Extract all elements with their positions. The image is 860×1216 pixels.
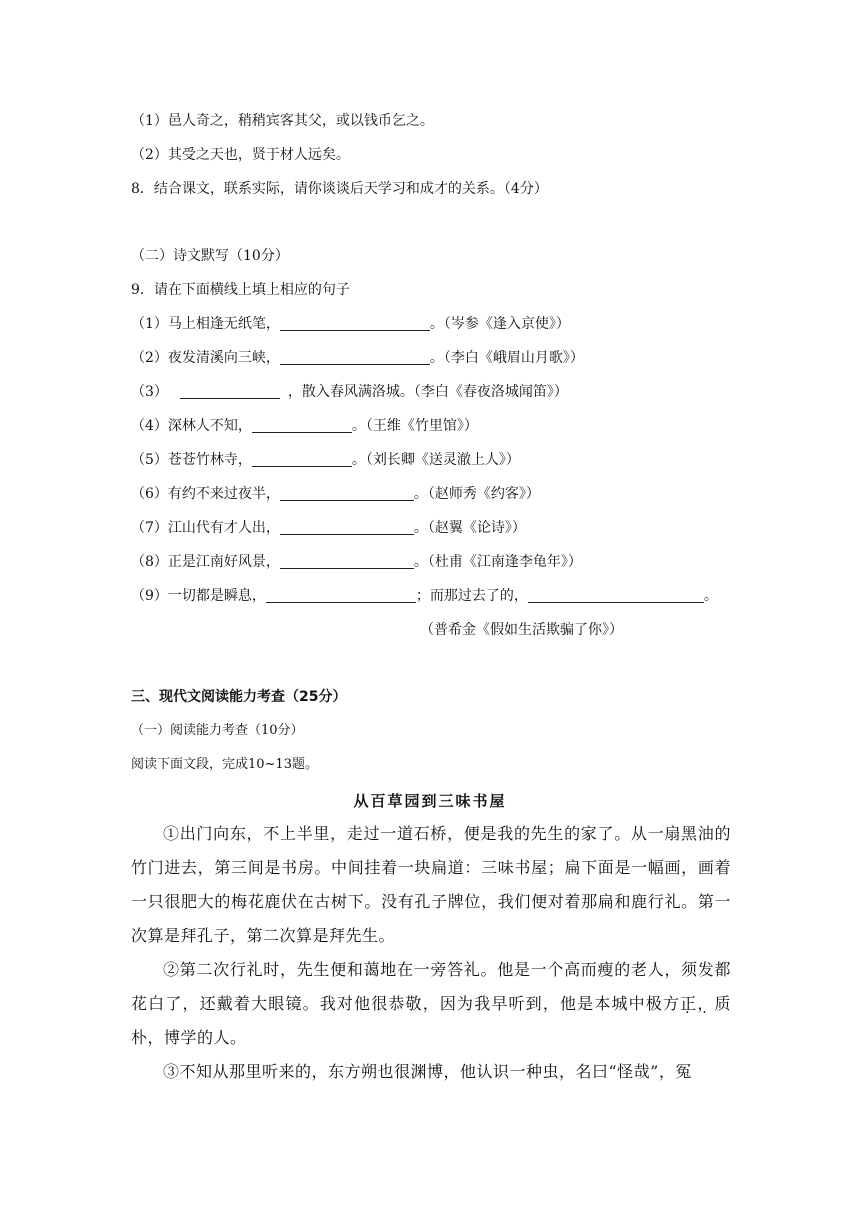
q9-item-2: （2）夜发清溪向三峡， 。（李白《峨眉山月歌》） [131,350,584,366]
emphasis-char: 正 [680,994,698,1013]
emphasis-char: 方 [662,994,681,1013]
answer-blank[interactable] [528,588,704,603]
article-body [131,817,731,1089]
reading-instruction: 阅读下面文段，完成10~13题。 [131,757,318,772]
q9-item-5: （5）苍苍竹林寺， 。（刘长卿《送灵澈上人》） [131,452,520,468]
answer-blank[interactable] [280,316,430,331]
q9-item-9-source: （普希金《假如生活欺骗了你》） [420,622,623,638]
q9-item-1: （1）马上相逢无纸笔， 。（岑参《逢入京使》） [131,316,570,332]
answer-blank[interactable] [280,554,414,569]
answer-blank[interactable] [280,486,414,501]
article-paragraph-2: ②第二次行礼时，先生便和蔼地在一旁答礼。他是一个高而瘦的老人，须发都花白了，还戴着大眼镜。我对他很恭敬，因为我早听到，他是本城中极方正，质朴，博学的人。 [131,960,731,1047]
question-8: 8．结合课文，联系实际，请你谈谈后天学习和成才的关系。（4分） [131,181,548,197]
answer-blank[interactable] [266,588,416,603]
q9-item-7: （7）江山代有才人出， 。（赵翼《论诗》） [131,520,526,536]
q7-item-1: （1）邑人奇之，稍稍宾客其父，或以钱币乞之。 [131,113,434,129]
question-9: 9．请在下面横线上填上相应的句子 [131,282,350,298]
q9-item-6: （6）有约不来过夜半， 。（赵师秀《约客》） [131,486,540,502]
q7-item-2: （2）其受之天也，贤于材人远矣。 [131,147,350,163]
section-2-heading: （二）诗文默写（10分） [131,248,289,264]
q9-item-3: （3） ，散入春风满洛城。（李白《春夜洛城闻笛》） [131,384,568,400]
article-paragraph-1: ①出门向东，不上半里，走过一道石桥，便是我的先生的家了。从一扇黑油的竹门进去，第三间是书房。中间挂着一块扁道：三味书屋；扁下面是一幅画，画着一只很肥大的梅花鹿伏在古树下。没有孔子牌位，我们便对着那扁和鹿行礼。第一次算是拜孔子，第二次算是拜先生。 [131,824,731,945]
answer-blank[interactable] [280,350,430,365]
answer-blank[interactable] [280,520,414,535]
q9-item-9: （9）一切都是瞬息， ；而那过去了的， 。 [131,588,718,604]
answer-blank[interactable] [252,418,352,433]
q9-item-8: （8）正是江南好风景， 。（杜甫《江南逢李龟年》） [131,554,582,570]
answer-blank[interactable] [180,384,280,399]
article-paragraph-3: ③不知从那里听来的，东方朔也很渊博，他认识一种虫，名曰“怪哉”，冤 [163,1062,692,1081]
section-3-heading: 三、现代文阅读能力考查（25分） [131,689,347,705]
q9-item-4: （4）深林人不知， 。（王维《竹里馆》） [131,418,478,434]
answer-blank[interactable] [252,452,352,467]
section-3-subheading: （一）阅读能力考查（10分） [131,723,304,738]
article-title: 从百草园到三味书屋 [353,792,507,810]
